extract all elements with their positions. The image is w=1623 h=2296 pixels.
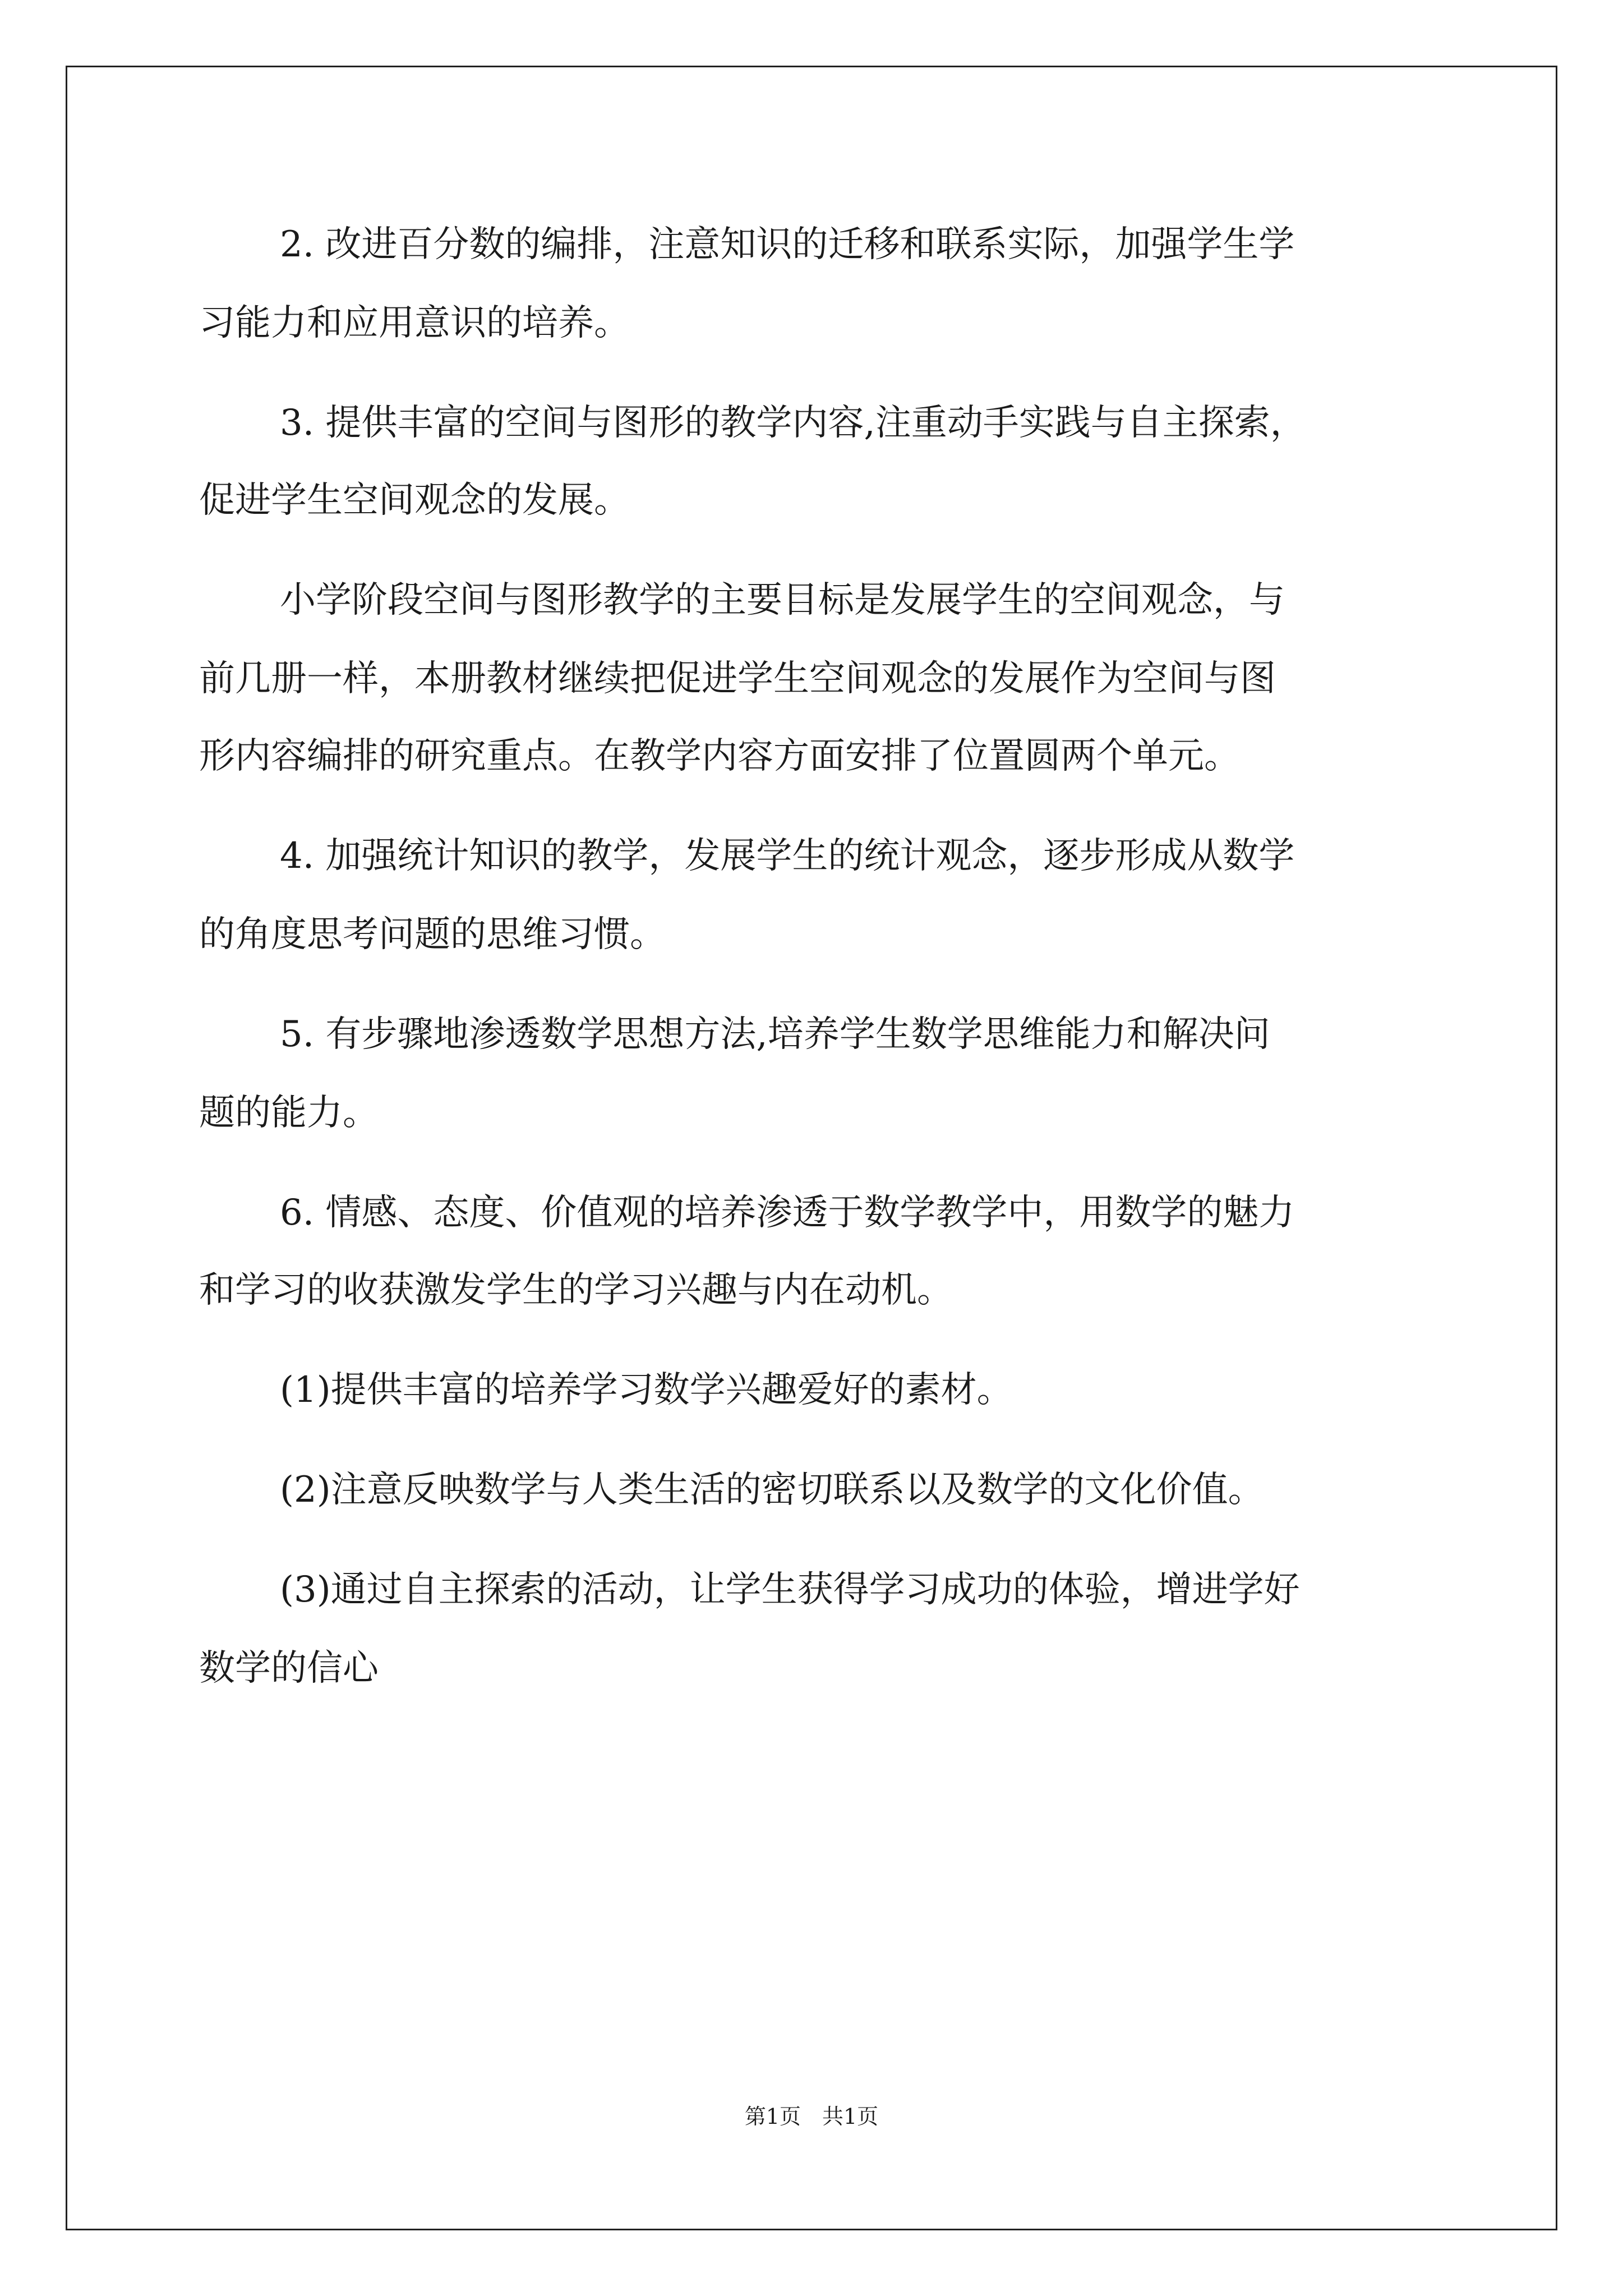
list-item-1: (1)提供丰富的培养学习数学兴趣爱好的素材。	[280, 1369, 1013, 1411]
paragraph-5-line-2: 题的能力。	[199, 1092, 379, 1134]
paragraph-6-line-2: 和学习的收获激发学生的学习兴趣与内在动机。	[199, 1269, 953, 1311]
paragraph-4-line-1: 4. 加强统计知识的教学，发展学生的统计观念，逐步形成从数学	[280, 835, 1295, 877]
paragraph-3-line-2: 促进学生空间观念的发展。	[199, 480, 630, 521]
paragraph-2-line-2: 习能力和应用意识的培养。	[199, 302, 630, 344]
page-footer: 第1页 共1页	[744, 2104, 879, 2129]
paragraph-2-line-1: 2. 改进百分数的编排，注意知识的迁移和联系实际，加强学生学	[280, 224, 1295, 265]
page-border	[66, 66, 1557, 2230]
paragraph-3-line-1: 3. 提供丰富的空间与图形的教学内容,注重动手实践与自主探索，	[280, 402, 1306, 444]
paragraph-4-line-2: 的角度思考问题的思维习惯。	[199, 914, 666, 955]
list-item-3-line-1: (3)通过自主探索的活动，让学生获得学习成功的体验，增进学好	[280, 1569, 1300, 1611]
list-item-2: (2)注意反映数学与人类生活的密切联系以及数学的文化价值。	[280, 1469, 1264, 1511]
list-item-3-line-2: 数学的信心	[199, 1648, 379, 1689]
paragraph-6-line-1: 6. 情感、态度、价值观的培养渗透于数学教学中，用数学的魅力	[280, 1192, 1295, 1234]
paragraph-spatial-line-1: 小学阶段空间与图形教学的主要目标是发展学生的空间观念，与	[280, 579, 1285, 621]
paragraph-spatial-line-2: 前几册一样，本册教材继续把促进学生空间观念的发展作为空间与图	[199, 658, 1276, 700]
paragraph-spatial-line-3: 形内容编排的研究重点。在教学内容方面安排了位置圆两个单元。	[199, 735, 1240, 777]
paragraph-5-line-1: 5. 有步骤地渗透数学思想方法,培养学生数学思维能力和解决问	[280, 1014, 1270, 1055]
